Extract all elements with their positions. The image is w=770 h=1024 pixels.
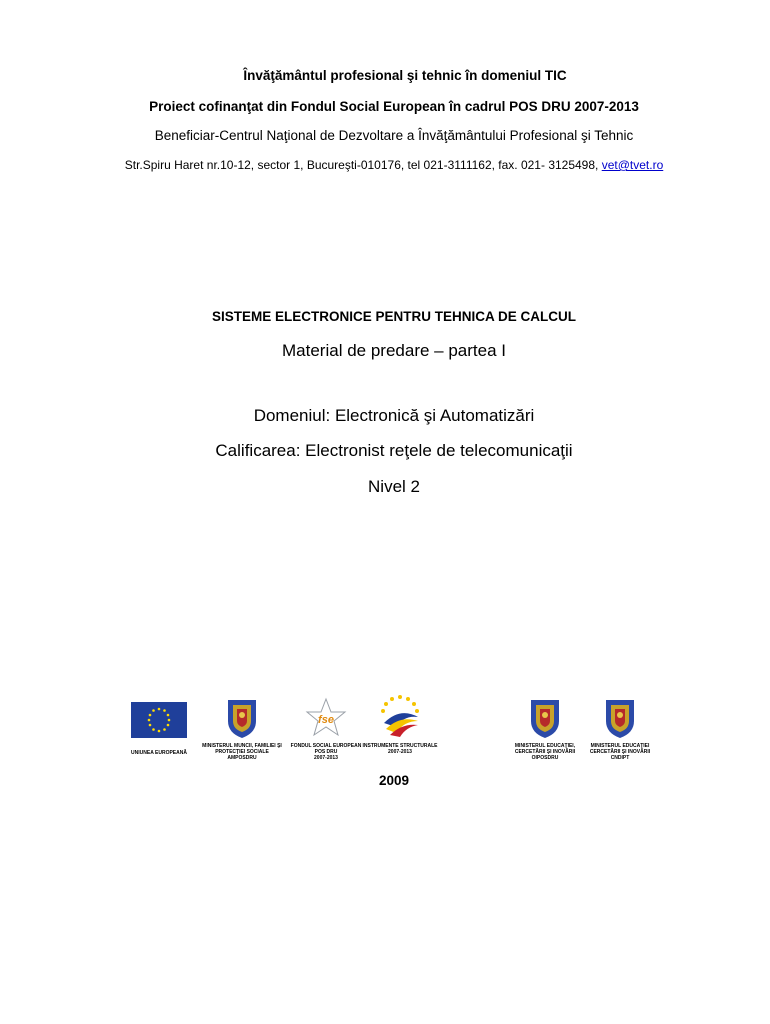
mmfps-caption: MINISTERUL MUNCII, FAMILIEI ŞI PROTECŢIEI SOCIALE AMPOSDRU <box>202 743 282 761</box>
eu-caption: UNIUNEA EUROPEANĂ <box>131 750 187 756</box>
publication-year: 2009 <box>378 773 410 788</box>
fse-logo <box>286 697 366 761</box>
fse-star-icon <box>304 697 348 739</box>
header-line-2: Proiect cofinanţat din Fondul Social European în cadrul POS DRU 2007-2013 <box>149 99 639 114</box>
header-line-1: Învăţământul profesional şi tehnic în domeniul TIC <box>243 68 567 83</box>
is-caption: INSTRUMENTE STRUCTURALE 2007-2013 <box>362 743 438 755</box>
address-text: Str.Spiru Haret nr.10-12, sector 1, Bucureşti-010176, tel 021-3111162, fax. 021- 3125498, <box>124 158 602 172</box>
email-link[interactable]: vet@tvet.ro <box>601 158 664 172</box>
eu-flag-icon <box>131 702 187 738</box>
svg-text:fse: fse <box>318 714 334 726</box>
mecti-cndipt-caption: MINISTERUL EDUCAŢIEI CERCETĂRII ŞI INOVĂRII CNDIPT <box>589 743 651 761</box>
coat-of-arms-icon <box>528 697 562 739</box>
mecti-oiposdru-logo <box>505 697 585 761</box>
mmfps-logo <box>198 697 286 761</box>
level-line: Nivel 2 <box>368 477 420 496</box>
document-title: SISTEME ELECTRONICE PENTRU TEHNICA DE CALCUL <box>211 309 576 324</box>
eu-logo <box>126 702 192 756</box>
is-logo <box>362 693 438 755</box>
mecti-oiposdru-caption: MINISTERUL EDUCAŢIEI, CERCETĂRII ŞI INOVĂRII OIPOSDRU <box>514 743 576 761</box>
fse-caption: FONDUL SOCIAL EUROPEAN POS DRU 2007-2013 <box>290 743 362 761</box>
coat-of-arms-icon <box>603 697 637 739</box>
address-line <box>0 158 770 172</box>
header-line-3: Beneficiar-Centrul Naţional de Dezvoltare a Învăţământului Profesional şi Tehnic <box>154 128 634 143</box>
qualification-line: Calificarea: Electronist reţele de telecomunicaţii <box>215 441 573 460</box>
mecti-cndipt-logo <box>580 697 660 761</box>
document-subtitle: Material de predare – partea I <box>282 341 506 360</box>
structural-instruments-icon <box>374 693 426 739</box>
domain-line: Domeniul: Electronică şi Automatizări <box>253 406 535 425</box>
coat-of-arms-icon <box>225 697 259 739</box>
